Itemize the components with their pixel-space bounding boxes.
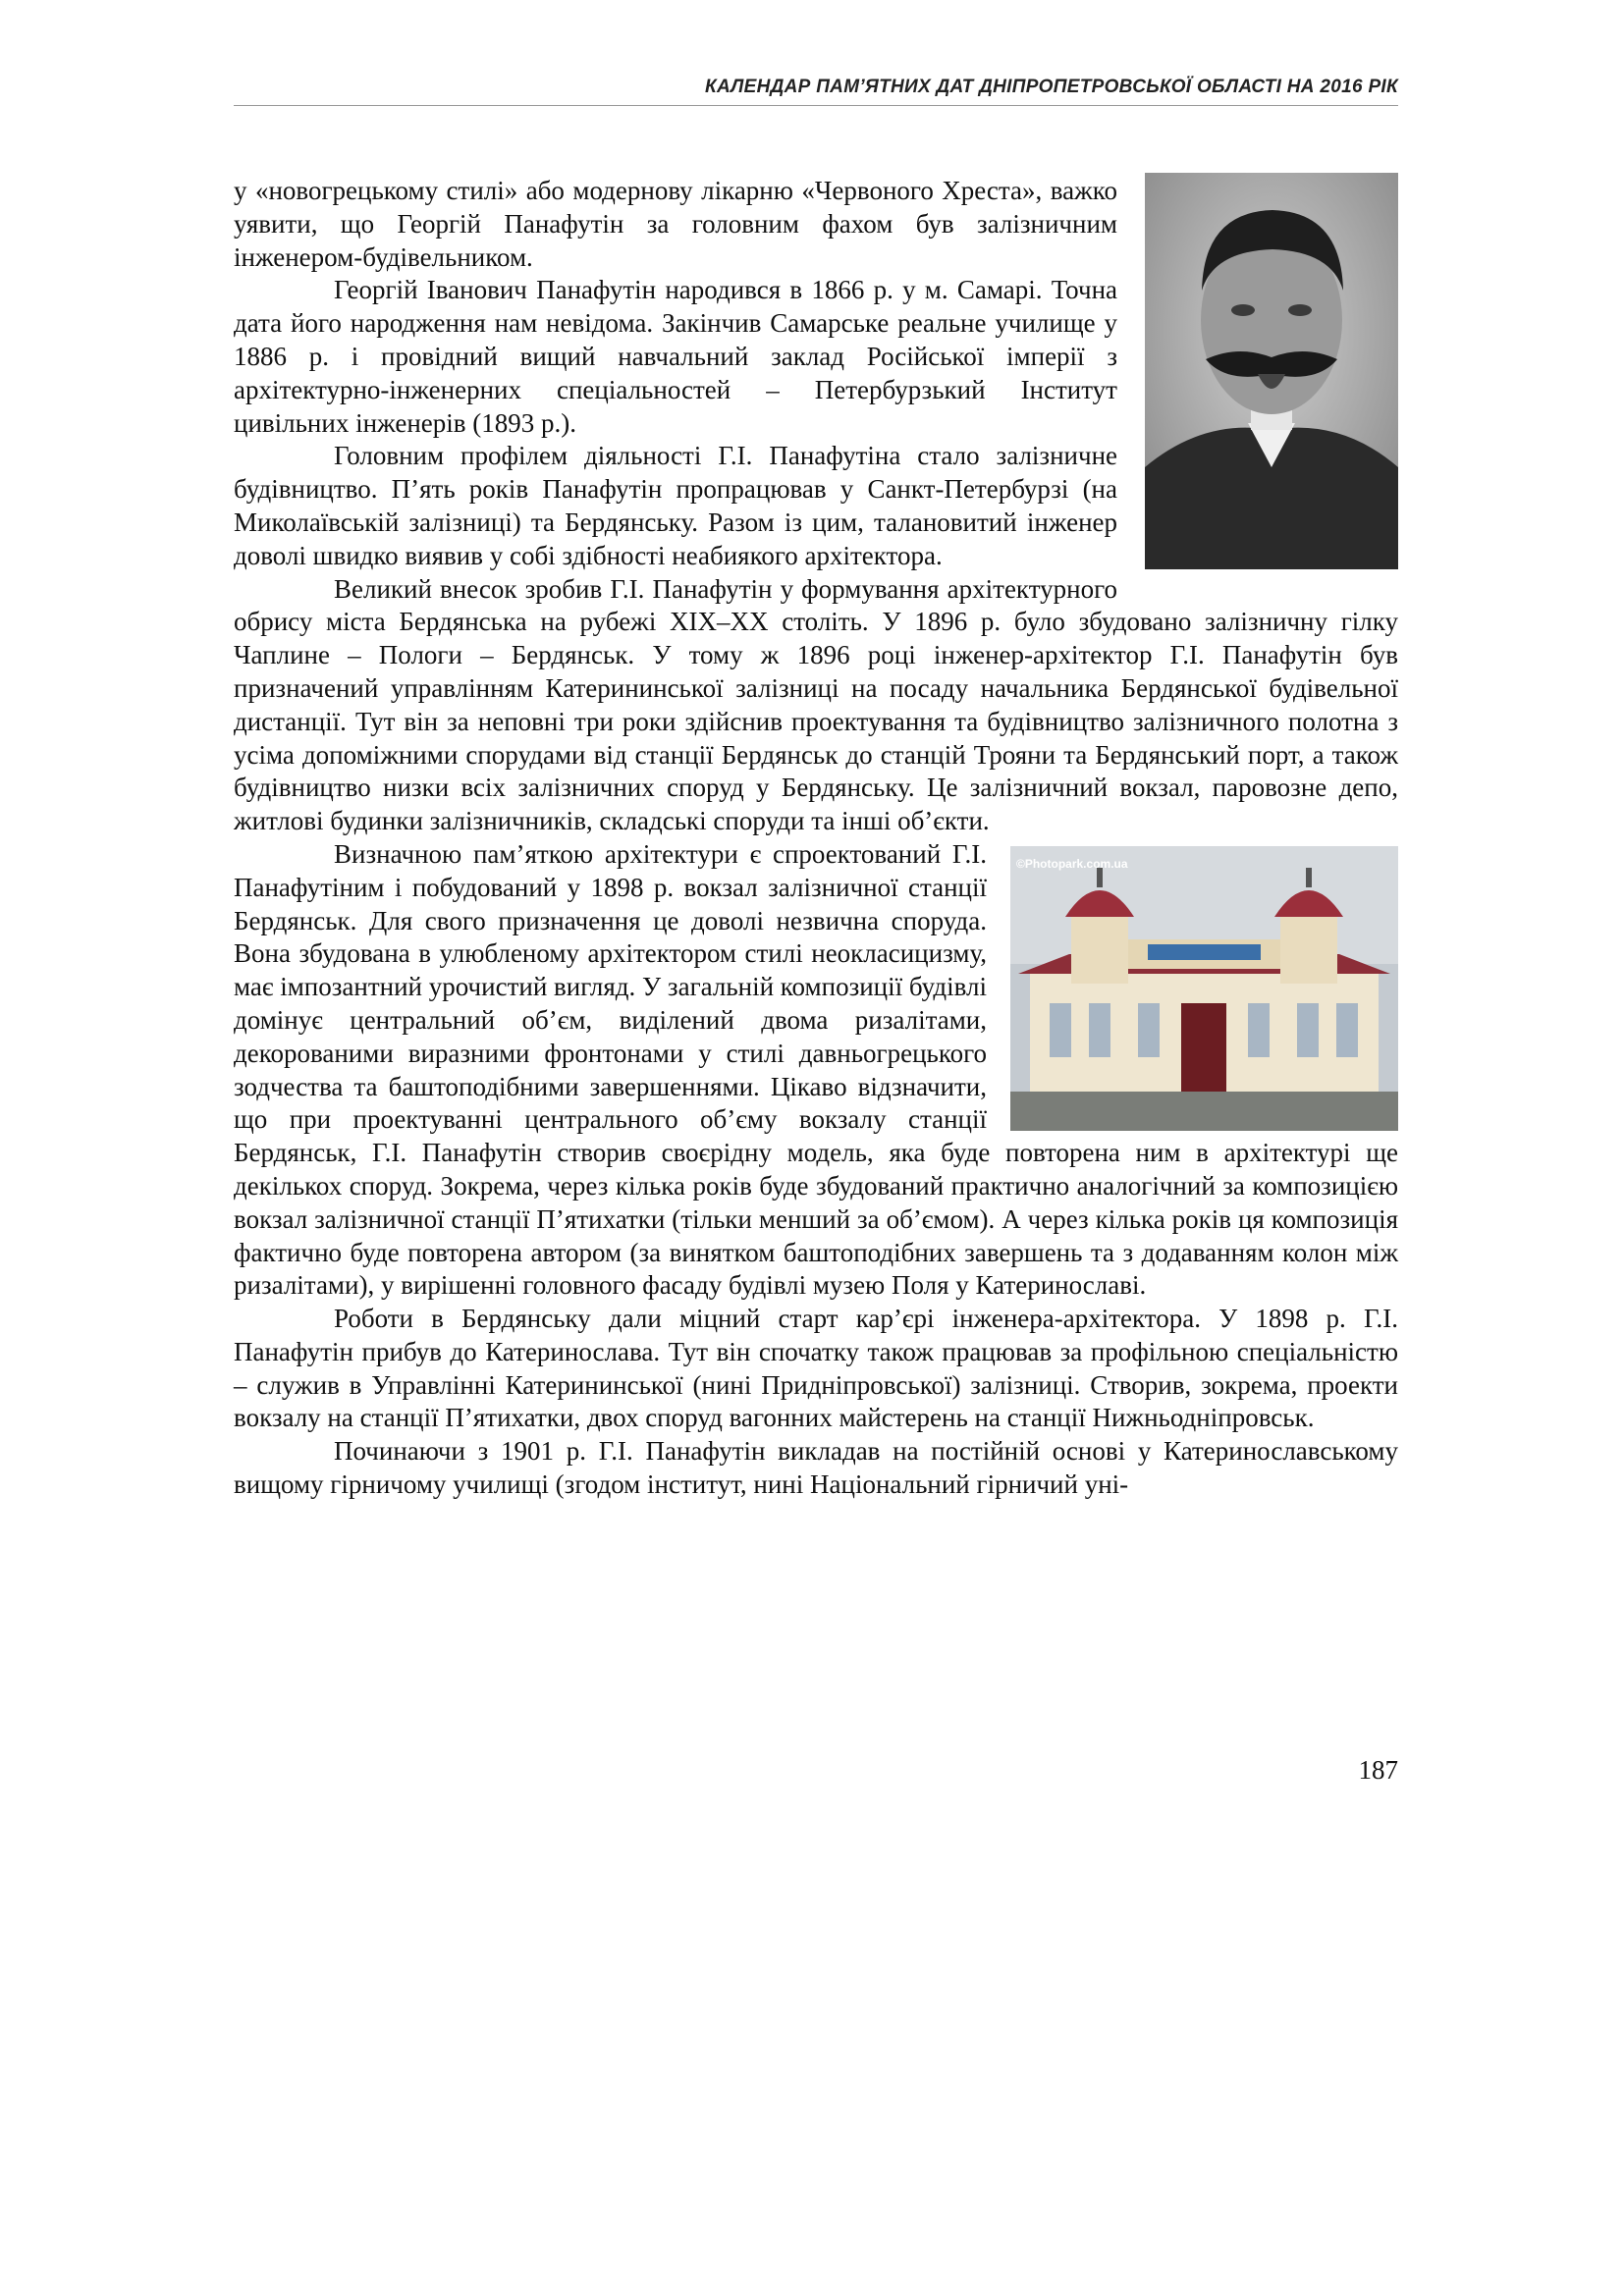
paragraph: Георгій Іванович Панафутін народився в 1866 р. у м. Самарі. Точна дата його народження нам невідома. Закінчив Самарське реальне училище у 1886 р. і провідний вищий навчальний заклад Російської імперії з архітектурно-інженерних спеціальностей – Петербурзький Інститут цивільних інженерів (1893 р.). [234, 275, 1117, 438]
paragraph: Починаючи з 1901 р. Г.І. Панафутін викладав на постійній основі у Катеринославському вищому гірничому училищі (згодом інститут, нині Національний гірничий уні- [234, 1436, 1398, 1500]
station-photo [1010, 846, 1398, 1131]
photo-watermark: ©Photopark.com.ua [1016, 856, 1128, 871]
running-header: КАЛЕНДАР ПАМ’ЯТНИХ ДАТ ДНІПРОПЕТРОВСЬКОЇ ОБЛАСТІ НА 2016 РІК [705, 77, 1398, 97]
paragraph: Роботи в Бердянську дали міцний старт кар’єрі інженера-архітектора. У 1898 р. Г.І. Панафутін прибув до Катеринослава. Тут він спочатку також працював за профільною спеціальністю – служив в Управлінні Катерининської (нині Придніпровської) залізниці. Створив, зокрема, проекти вокзалу на станції П’ятихатки, двох споруд вагонних майстерень на станції Нижньодніпровськ. [234, 1304, 1398, 1433]
portrait-photo-icon [1145, 173, 1398, 569]
paragraph: Головним профілем діяльності Г.І. Панафутіна стало залізничне будівництво. П’ять років Панафутін пропрацював у Санкт-Петербурзі (на Миколаївській залізниці) та Бердянську. Разом із цим, талановитий інженер доволі швидко виявив у собі здібності неабиякого архітектора. [234, 441, 1117, 570]
paragraph: Визначною пам’яткою архітектури є спроектований Г.І. Панафутіним і побудований у 1898 р. вокзал залізничної станції Бердянськ. Для свого призначення це доволі незвична споруда. Вона збудована в улюбленому архітектором стилі неокласицизму, має імпозантний урочистий вигляд. У загальній композиції будівлі домінує центральний об’єм, виділений двома ризалітами, декорованими виразними фронтонами у стилі давньогрецького зодчества та баштоподібними завершеннями. Цікаво відзначити, що при проектуванні центрального об’єму вокзалу станції Бердянськ, Г.І. Панафутін створив своєрідну модель, яка буде повторена ним в архітектурі ще декількох споруд. Зокрема, через кілька років буде збудований практично аналогічний за композицією вокзал залізничної станції П’ятихатки (тільки менший за об’ємом). А через кілька років ця композиція фактично буде повторена автором (за винятком баштоподібних завершень та з додаванням колон між ризалітами), у вирішенні головного фасаду будівлі музею Поля у Катеринославі. [234, 838, 1398, 1301]
article-body [234, 175, 1398, 1502]
portrait-photo [1145, 173, 1398, 569]
station-photo-icon [1010, 846, 1398, 1131]
page-number: 187 [1358, 1755, 1398, 1785]
paragraph: Великий внесок зробив Г.І. Панафутін у формування архітектурного обрису міста Бердянська на рубежі XIX–XX століть. У 1896 р. було збудовано залізничну гілку Чаплине – Пологи – Бердянськ. У тому ж 1896 році інженер-архітектор Г.І. Панафутін був призначений управлінням Катерининської залізниці на посаду начальника Бердянської будівельної дистанції. Тут він за неповні три роки здійснив проектування та будівництво залізничного полотна з усіма допоміжними спорудами від станції Бердянськ до станцій Трояни та Бердянський порт, а також будівництво низки всіх залізничних споруд у Бердянську. Це залізничний вокзал, паровозне депо, житлові будинки залізничників, складські споруди та інші об’єкти. [234, 573, 1398, 836]
header-rule [234, 105, 1398, 106]
paragraph: у «новогрецькому стилі» або модернову лікарню «Червоного Хреста», важко уявити, що Георгій Панафутін за головним фахом був залізничним інженером-будівельником. [234, 176, 1117, 272]
